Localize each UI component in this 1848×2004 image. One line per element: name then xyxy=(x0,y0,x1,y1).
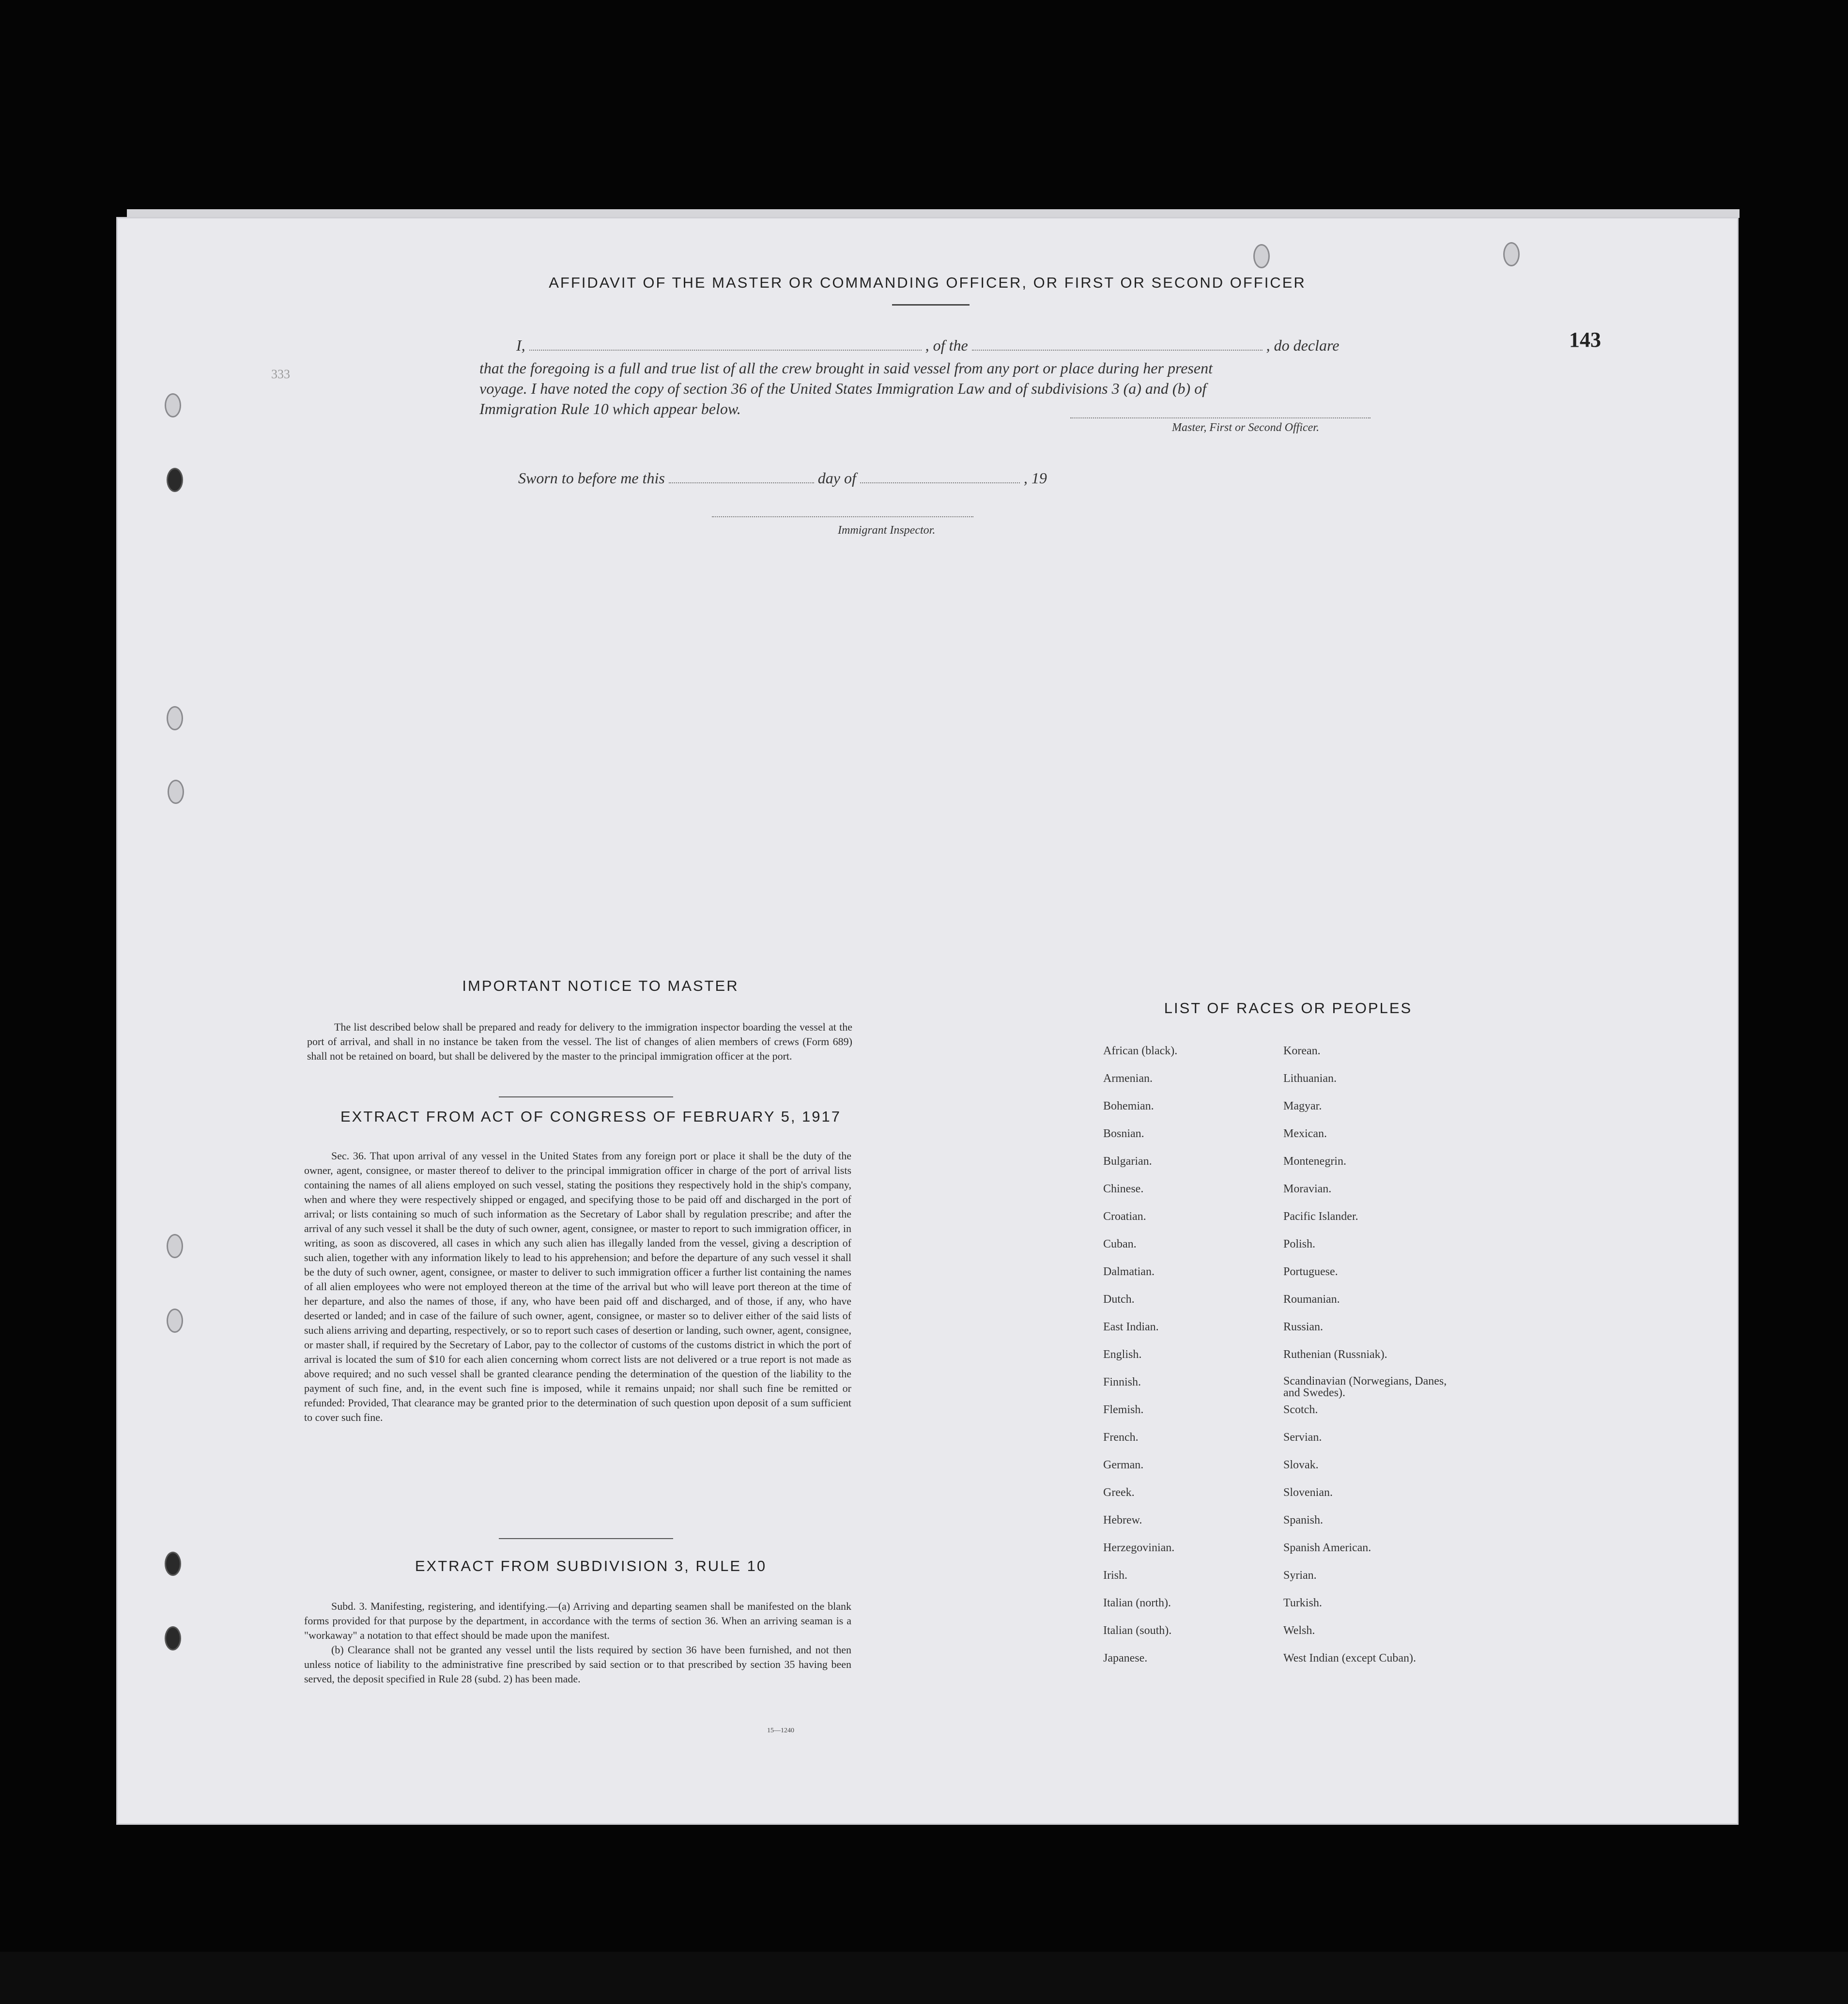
punch-hole xyxy=(165,1626,181,1650)
sworn-day-of: day of xyxy=(817,469,856,487)
race-item: Croatian. xyxy=(1103,1210,1146,1223)
important-notice-text xyxy=(307,1020,852,1064)
race-item: Montenegrin. xyxy=(1283,1155,1346,1168)
race-item: Flemish. xyxy=(1103,1403,1144,1416)
race-item: Bosnian. xyxy=(1103,1127,1144,1140)
race-item: Portuguese. xyxy=(1283,1265,1338,1278)
vessel-blank[interactable] xyxy=(972,336,1263,351)
extract-act-title: EXTRACT FROM ACT OF CONGRESS OF FEBRUARY 5, 1917 xyxy=(340,1108,842,1125)
inspector-signature-line[interactable] xyxy=(712,516,973,518)
race-item: Pacific Islander. xyxy=(1283,1210,1358,1223)
punch-hole xyxy=(1253,244,1270,268)
affidavit-i: I, xyxy=(516,337,525,354)
race-item: French. xyxy=(1103,1431,1139,1444)
race-item: Welsh. xyxy=(1283,1624,1315,1637)
master-signature-line[interactable] xyxy=(1070,417,1371,419)
title-divider xyxy=(892,304,970,306)
name-blank[interactable] xyxy=(529,336,922,351)
race-item: German. xyxy=(1103,1459,1144,1471)
race-item: Scotch. xyxy=(1283,1403,1318,1416)
affidavit-line-2: that the foregoing is a full and true list of all the crew brought in said vessel from any port or place during her present xyxy=(479,359,1213,377)
punch-hole xyxy=(167,1309,183,1333)
race-item: Slovak. xyxy=(1283,1459,1319,1471)
extract-rule-paragraph-a: Subd. 3. Manifesting, registering, and identifying.—(a) Arriving and departing seamen shall be manifested on the blank forms provided for that purpose by the department, in accordance with the terms of section 36. When an arriving seaman is a "workaway" a notation to that effect should be made upon the manifest. xyxy=(304,1600,851,1641)
race-item: Turkish. xyxy=(1283,1597,1322,1609)
sworn-line xyxy=(518,469,1047,487)
race-item: Armenian. xyxy=(1103,1072,1153,1085)
important-notice-paragraph: The list described below shall be prepared and ready for delivery to the immigration inspector boarding the vessel at the port of arrival, and shall in no instance be taken from the vessel. The list of changes of alien members of crews (Form 689) shall not be retained on board, but shall be delivered by the master to the principal immigration officer at the port. xyxy=(307,1021,852,1062)
sworn-year: , 19 xyxy=(1023,469,1047,487)
race-item: Ruthenian (Russniak). xyxy=(1283,1348,1387,1361)
race-item: Spanish. xyxy=(1283,1514,1324,1526)
master-signature-label: Master, First or Second Officer. xyxy=(1172,421,1319,434)
race-item: Servian. xyxy=(1283,1431,1322,1444)
punch-hole xyxy=(165,1552,181,1576)
race-item: Roumanian. xyxy=(1283,1293,1340,1306)
affidavit-line-4: Immigration Rule 10 which appear below. xyxy=(479,400,741,417)
race-item: Japanese. xyxy=(1103,1652,1148,1665)
extract-rule-text xyxy=(304,1599,851,1686)
punch-hole xyxy=(167,468,183,492)
race-item: Italian (north). xyxy=(1103,1597,1171,1609)
page-number: 143 xyxy=(1569,328,1601,352)
scan-border xyxy=(0,1952,1848,2004)
race-item: Spanish American. xyxy=(1283,1542,1371,1554)
race-item: African (black). xyxy=(1103,1045,1178,1057)
section-divider xyxy=(499,1538,673,1539)
race-item: Chinese. xyxy=(1103,1183,1144,1195)
race-item: East Indian. xyxy=(1103,1321,1159,1333)
race-item: Dalmatian. xyxy=(1103,1265,1155,1278)
race-item: Greek. xyxy=(1103,1486,1135,1499)
race-item: Finnish. xyxy=(1103,1376,1141,1388)
sworn-day-blank[interactable] xyxy=(669,469,814,483)
race-item: Moravian. xyxy=(1283,1183,1332,1195)
race-item: Russian. xyxy=(1283,1321,1324,1333)
faint-stamp: 333 xyxy=(271,367,290,381)
punch-hole xyxy=(165,393,181,417)
race-item: Polish. xyxy=(1283,1238,1316,1250)
section-divider xyxy=(499,1096,673,1097)
affidavit-of-the: , of the xyxy=(925,337,968,354)
race-item: Scandinavian (Norwegians, Danes, and Swedes). xyxy=(1283,1375,1447,1399)
race-item: Magyar. xyxy=(1283,1100,1322,1112)
race-item: Lithuanian. xyxy=(1283,1072,1337,1085)
race-item: West Indian (except Cuban). xyxy=(1283,1652,1416,1665)
race-item: Mexican. xyxy=(1283,1127,1327,1140)
races-left-column xyxy=(1103,1044,1268,1679)
race-item: Syrian. xyxy=(1283,1569,1317,1582)
race-item: Herzegovinian. xyxy=(1103,1542,1175,1554)
races-right-column xyxy=(1283,1044,1477,1679)
races-title: LIST OF RACES OR PEOPLES xyxy=(1164,1000,1413,1017)
sworn-prefix: Sworn to before me this xyxy=(518,469,665,487)
race-item: English. xyxy=(1103,1348,1142,1361)
affidavit-line-1 xyxy=(516,336,1339,355)
race-item: Cuban. xyxy=(1103,1238,1137,1250)
form-number: 15—1240 xyxy=(767,1727,794,1734)
extract-act-paragraph: Sec. 36. That upon arrival of any vessel in the United States from any foreign port or place it shall be the duty of the owner, agent, consignee, or master thereof to deliver to the principal immigration officer in charge of the port of arrival lists containing the names of all aliens employed on such vessel, stating the positions they respectively hold in the ship's company, when and where they were respectively shipped or engaged, and specifying those to be paid off and discharged in the port of arrival; or lists containing so much of such information as the Secretary of Labor shall by regulation prescribe; and after the arrival of any such vessel it shall be the duty of such owner, agent, consignee, or master to report to such immigration officer, in writing, as soon as discovered, all cases in which any such alien has illegally landed from the vessel, giving a description of such alien, together with any information likely to lead to his apprehension; and before the departure of any such vessel it shall be the duty of such owner, agent, consignee, or master to deliver to such immigration officer a further list containing the names of all alien employees who were not employed thereon at the time of the arrival but who will leave port thereon at the time of her departure, and also the names of those, if any, who have been paid off and discharged, and of those, if any, who have deserted or landed; and in case of the failure of such owner, agent, consignee, or master so to deliver either of the said lists of such aliens arriving and departing, respectively, or so to report such cases of desertion or landing, such owner, agent, consignee, or master shall, if required by the Secretary of Labor, pay to the collector of customs of the customs district in which the port of arrival is located the sum of $10 for each alien concerning whom correct lists are not delivered or a true report is not made as above required; and no such vessel shall be granted clearance pending the determination of the question of the liability to the payment of such fine, and, in the event such fine is imposed, while it remains unpaid; nor shall such fine be remitted or refunded: Provided, That clearance may be granted prior to the determination of such question upon deposit of a sum sufficient to cover such fine. xyxy=(304,1150,851,1423)
punch-hole xyxy=(167,1234,183,1258)
race-item: Bulgarian. xyxy=(1103,1155,1152,1168)
punch-hole xyxy=(1503,242,1520,266)
punch-hole xyxy=(168,780,184,804)
race-item: Korean. xyxy=(1283,1045,1321,1057)
race-item: Italian (south). xyxy=(1103,1624,1172,1637)
affidavit-line-3: voyage. I have noted the copy of section 36 of the United States Immigration Law and of subdivisions 3 (a) and (b) of xyxy=(479,380,1207,397)
inspector-signature-label: Immigrant Inspector. xyxy=(838,524,936,537)
extract-rule-paragraph-b: (b) Clearance shall not be granted any vessel until the lists required by section 36 have been furnished, and not then unless notice of liability to the administrative fine prescribed by said section or to that prescribed by section 35 having been served, the deposit specified in Rule 28 (subd. 2) has been made. xyxy=(304,1644,851,1685)
important-notice-title: IMPORTANT NOTICE TO MASTER xyxy=(462,977,739,994)
race-item: Hebrew. xyxy=(1103,1514,1142,1526)
affidavit-title: AFFIDAVIT OF THE MASTER OR COMMANDING OFFICER, OR FIRST OR SECOND OFFICER xyxy=(549,274,1306,291)
race-item: Dutch. xyxy=(1103,1293,1135,1306)
race-item: Bohemian. xyxy=(1103,1100,1154,1112)
race-item: Slovenian. xyxy=(1283,1486,1333,1499)
affidavit-do-declare: , do declare xyxy=(1266,337,1340,354)
race-item: Irish. xyxy=(1103,1569,1127,1582)
sworn-month-blank[interactable] xyxy=(860,469,1020,483)
extract-act-text xyxy=(304,1149,851,1425)
punch-hole xyxy=(167,706,183,730)
extract-rule-title: EXTRACT FROM SUBDIVISION 3, RULE 10 xyxy=(415,1557,767,1574)
